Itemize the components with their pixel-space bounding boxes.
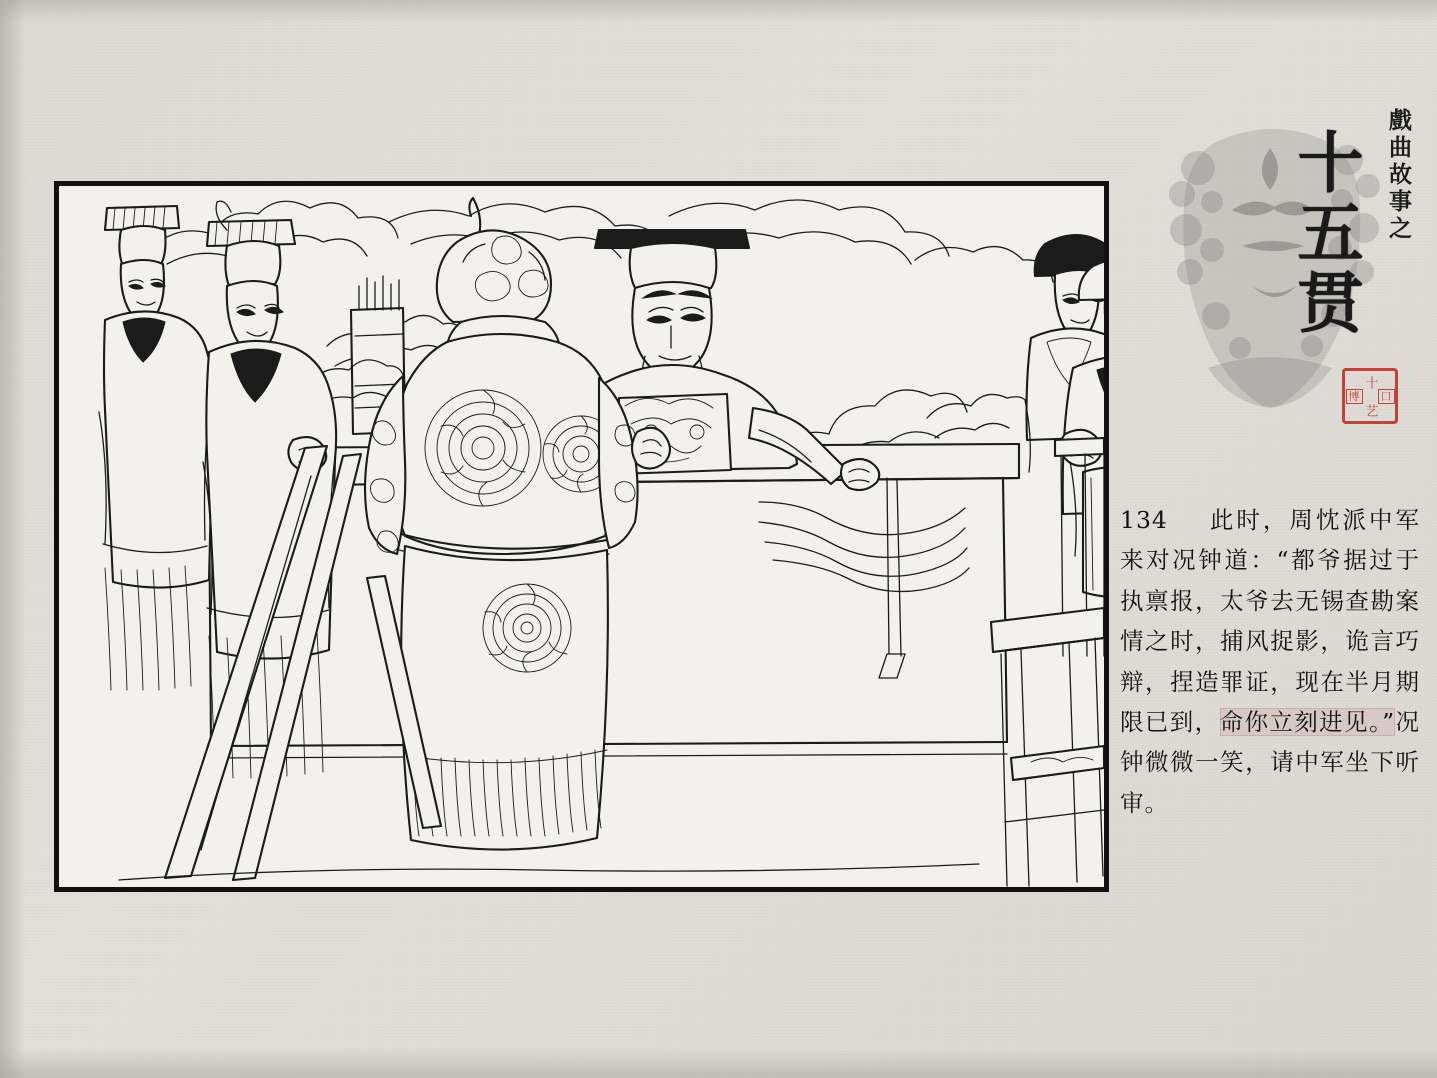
seal-char-column — [1364, 376, 1377, 417]
caption-block — [1120, 500, 1420, 900]
caption-highlight: 命你立刻进见。” — [1219, 708, 1396, 737]
seal-char-bottom: 艺 — [1362, 403, 1378, 417]
courtroom-scene-line-drawing — [59, 186, 1104, 887]
page-edge-left — [0, 0, 26, 1078]
page-edge-bottom — [0, 1048, 1437, 1078]
caption-number: 134 — [1120, 506, 1168, 534]
seal-char-top: 十 — [1362, 375, 1378, 389]
series-logo — [1120, 90, 1420, 450]
seal-char-right: 博 — [1346, 389, 1363, 404]
caption-body: 此时，周忱派中军来对况钟道：“都爷据过于执禀报，太爷去无锡查勘案情之时，捕风捉影，诡言巧辩，捏造罪证，现在半月期限已到，命你立刻进见。”况钟微微一笑，请中军坐下听审。 — [1120, 506, 1421, 817]
red-seal — [1342, 368, 1398, 424]
caption-paragraph — [1120, 500, 1420, 823]
series-name: 戲曲故事之 — [1385, 108, 1412, 243]
seal-char-center: 口 — [1378, 389, 1395, 404]
page-edge-top — [0, 0, 1437, 22]
play-title: 十五贯 — [1286, 128, 1364, 338]
illustration-panel — [54, 181, 1109, 892]
